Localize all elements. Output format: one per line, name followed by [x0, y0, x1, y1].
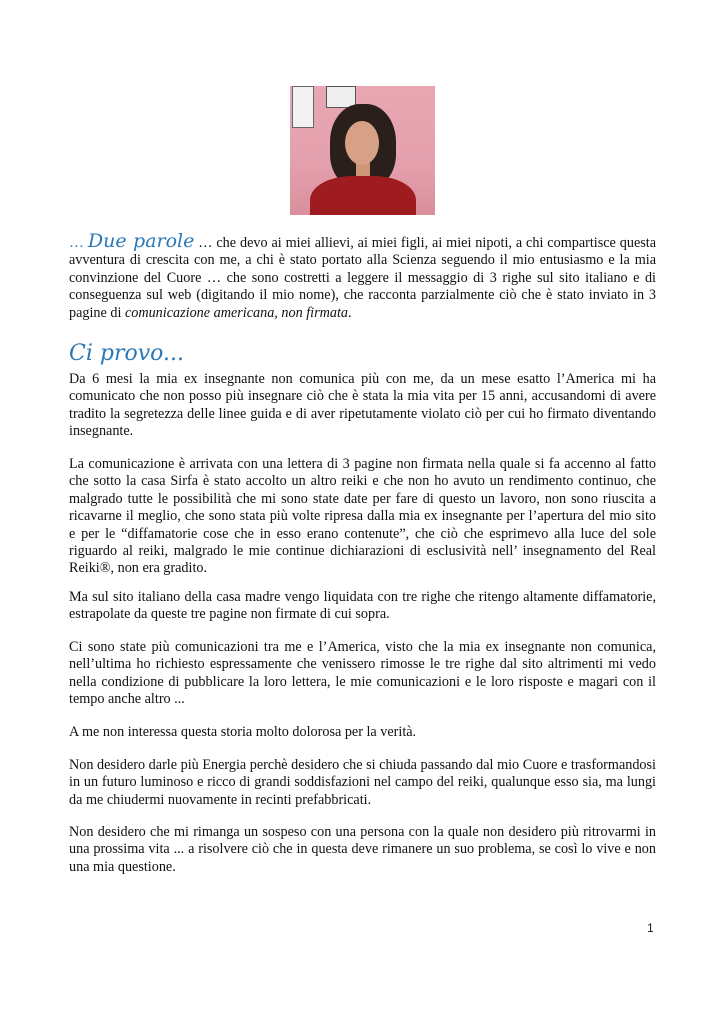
- page-number: 1: [647, 921, 654, 935]
- body-paragraph-1: Da 6 mesi la mia ex insegnante non comunica più con me, da un mese esatto l’America mi ha comunicato che non posso più insegnare ciò che è stata la mia vita per 15 anni, accusandomi di avere tradito la segretezza delle linee guida e di aver ripetutamente violato ciò per cui ho firmato diventando insegnante.: [69, 371, 656, 440]
- author-portrait-photo: [290, 86, 435, 215]
- intro-text-end: .: [347, 304, 352, 321]
- body-paragraph-7: Non desidero che mi rimanga un sospeso con una persona con la quale non desidero più ritrovarmi in una prossima vita ... a risolvere ciò che in questa deve rimanere un suo problema, se così lo vive e non una mia questione.: [69, 824, 656, 875]
- portrait-face: [345, 121, 379, 165]
- picture-frame-left: [292, 86, 314, 128]
- portrait-red-sweater: [310, 176, 416, 215]
- body-paragraph-3: Ma sul sito italiano della casa madre vengo liquidata con tre righe che ritengo altamente diffamatorie, estrapolate da queste tre pagine non firmate di cui sopra.: [69, 589, 656, 623]
- body-paragraph-6: Non desidero darle più Energia perchè desidero che si chiuda passando dal mio Cuore e trasformandosi in un futuro luminoso e ricco di grandi soddisfazioni nel campo del reiki, qualunque esso sia, ma lungi da me chiudermi nuovamente in recinti prefabbricati.: [69, 757, 656, 808]
- intro-paragraph: [69, 230, 656, 322]
- body-paragraph-5: A me non interessa questa storia molto dolorosa per la verità.: [69, 724, 417, 740]
- intro-title-phrase: Due parole: [87, 230, 195, 252]
- body-paragraph-2: La comunicazione è arrivata con una lettera di 3 pagine non firmata nella quale si fa accenno al fatto che sotto la casa Sirfa è stato accolto un altro reiki e che non ho avuto un rendimento continuo, che malgrado tutte le possibilità che mi sono state date per fare di questo un lavoro, non sono riuscita a ricavarne il meglio, che sono stata più volte ripresa dalla mia ex insegnante per l’apertura del mio sito e per le “diffamatorie cose che in esso erano contenute”, che ciò che esprimevo alla luce del sole riguardo al reiki, malgrado le mie continue dichiarazioni di esclusività nell’ insegnamento del Real Reiki®, non era gradito.: [69, 456, 656, 577]
- intro-text: … che devo ai miei allievi, ai miei figli, ai miei nipoti, a chi compartisce questa avventura di crescita con me, a chi è stato portato alla Scienza seguendo il mio entusiasmo e la mia convinzione del Cuore … che sono costretti a leggere il messaggio di 3 righe sul sito italiano e di conseguenza sul web (digitando il mio nome), che racconta parzialmente ciò che è stato inviato in 3 pagine di: [69, 235, 656, 321]
- section-heading: Ci provo...: [69, 341, 184, 366]
- body-paragraph-4: Ci sono state più comunicazioni tra me e l’America, visto che la mia ex insegnante non comunica, nell’ultima ho richiesto espressamente che venissero rimosse le tre righe dal sito altrimenti mi vedo nella condizione di pubblicare la loro lettera, le mie comunicazioni e le loro risposte e magari con il tempo anche altro ...: [69, 639, 656, 708]
- intro-emphasis: comunicazione americana, non firmata: [124, 304, 348, 321]
- intro-ellipsis: …: [69, 235, 84, 251]
